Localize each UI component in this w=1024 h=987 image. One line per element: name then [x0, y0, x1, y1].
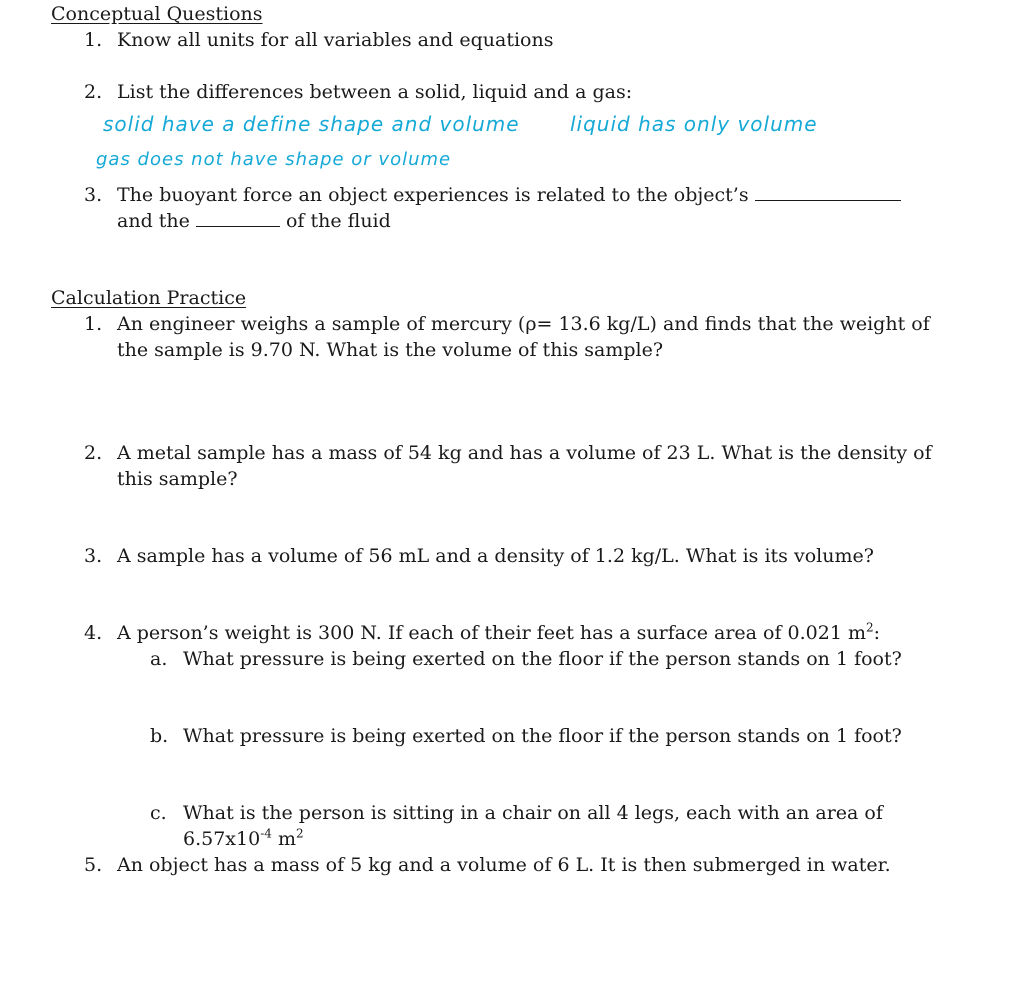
handwritten-answer: gas does not have shape or volume	[96, 149, 452, 170]
question-text-part: m	[271, 828, 296, 850]
handwritten-answer: liquid has only volume	[570, 112, 818, 136]
question-number: 3.	[84, 545, 103, 567]
subquestion-text: What pressure is being exerted on the floor if the person stands on 1 foot?	[183, 648, 902, 670]
question-text	[117, 183, 901, 207]
question-text-part: of the fluid	[285, 210, 391, 232]
question-number: 3.	[84, 184, 103, 206]
subquestion-text	[183, 827, 304, 851]
question-text-part: The buoyant force an object experiences is related to the object’s	[117, 184, 749, 206]
superscript: -4	[260, 826, 272, 841]
question-number: 1.	[84, 313, 103, 335]
question-number: 5.	[84, 854, 103, 876]
question-text: List the differences between a solid, liquid and a gas:	[117, 81, 633, 103]
question-text-part: :	[873, 622, 881, 644]
question-text-part: 6.57x10	[183, 828, 261, 850]
subquestion-text: What pressure is being exerted on the floor if the person stands on 1 foot?	[183, 725, 902, 747]
question-number: 1.	[84, 29, 103, 51]
question-text: An object has a mass of 5 kg and a volume of 6 L. It is then submerged in water.	[117, 854, 891, 876]
question-text: the sample is 9.70 N. What is the volume of this sample?	[117, 339, 664, 361]
handwritten-answer: solid have a define shape and volume	[103, 112, 520, 136]
question-text: this sample?	[117, 468, 238, 490]
question-text: A metal sample has a mass of 54 kg and has a volume of 23 L. What is the density of	[117, 442, 932, 464]
question-text: A sample has a volume of 56 mL and a density of 1.2 kg/L. What is its volume?	[117, 545, 874, 567]
answer-blank[interactable]	[755, 184, 901, 201]
subquestion-label: a.	[150, 648, 168, 670]
section-heading-conceptual: Conceptual Questions	[51, 3, 263, 25]
section-heading-calculation: Calculation Practice	[51, 287, 247, 309]
question-number: 4.	[84, 622, 103, 644]
subquestion-label: b.	[150, 725, 169, 747]
question-text: An engineer weighs a sample of mercury (ρ= 13.6 kg/L) and finds that the weight of	[117, 313, 930, 335]
superscript: 2	[295, 826, 304, 841]
question-number: 2.	[84, 81, 103, 103]
question-text	[117, 621, 880, 645]
question-text-part: A person’s weight is 300 N. If each of their feet has a surface area of 0.021 m	[117, 622, 866, 644]
question-number: 2.	[84, 442, 103, 464]
subquestion-text: What is the person is sitting in a chair on all 4 legs, each with an area of	[183, 802, 883, 824]
question-text	[117, 209, 391, 233]
subquestion-label: c.	[150, 802, 167, 824]
question-text-part: and the	[117, 210, 190, 232]
superscript: 2	[865, 620, 874, 635]
question-text: Know all units for all variables and equations	[117, 29, 554, 51]
answer-blank[interactable]	[196, 210, 280, 227]
